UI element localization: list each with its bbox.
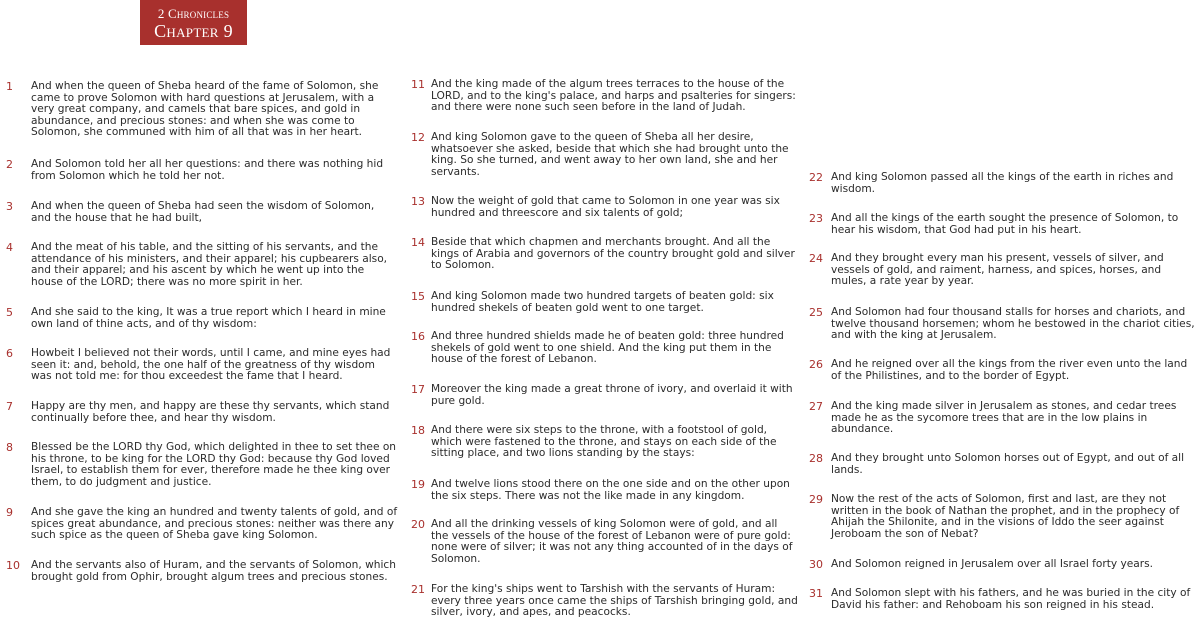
verse-text: And the meat of his table, and the sitting of his servants, and the attendance of his ministers, and their apparel; his cupbearers also, and their apparel; and his ascent by which he went up into the house of the LORD; there was no more spirit in her.: [31, 241, 388, 288]
verse-text: Now the rest of the acts of Solomon, first and last, are they not written in the book of Nathan the prophet, and in the prophecy of Ahijah the Shilonite, and in the visions of Iddo the seer against Jeroboam the son of Nebat?: [831, 493, 1180, 540]
verse-text: And the servants also of Huram, and the servants of Solomon, which brought gold from Ophir, brought algum trees and precious stones.: [31, 559, 396, 583]
verse-text: And there were six steps to the throne, with a footstool of gold, which were fastened to the throne, and stays on each side of the sitting place, and two lions standing by the stays:: [431, 424, 777, 459]
verse-number: 20: [411, 518, 425, 531]
book-title: 2 Chronicles: [157, 6, 230, 21]
verse-text: Beside that which chapmen and merchants brought. And all the kings of Arabia and governors of the country brought gold and silver to Solomon.: [431, 236, 795, 271]
verse-number: 27: [809, 400, 823, 413]
chapter-badge: [140, 0, 247, 45]
verse-text: And she said to the king, It was a true report which I heard in mine own land of thine acts, and of thy wisdom:: [31, 306, 386, 330]
verse-number: 31: [809, 587, 823, 600]
verse-number: 7: [6, 400, 13, 413]
verse-number: 8: [6, 441, 13, 454]
verse-number: 26: [809, 358, 823, 371]
verse-number: 22: [809, 171, 823, 184]
verse-number: 2: [6, 158, 13, 171]
verse-text: For the king's ships went to Tarshish with the servants of Huram: every three years once came the ships of Tarshish bringing gold, and silver, ivory, and apes, and peacocks.: [431, 583, 798, 618]
verse-number: 4: [6, 241, 13, 254]
verse-text: And the king made of the algum trees terraces to the house of the LORD, and to the king's palace, and harps and psalteries for singers: and there were none such seen before in the land of Judah.: [431, 78, 796, 113]
verse-number: 29: [809, 493, 823, 506]
verse-text: And king Solomon made two hundred targets of beaten gold: six hundred shekels of beaten gold went to one target.: [431, 290, 774, 314]
verse-number: 17: [411, 383, 425, 396]
verse-text: And he reigned over all the kings from the river even unto the land of the Philistines, and to the border of Egypt.: [831, 358, 1188, 382]
verse-number: 21: [411, 583, 425, 596]
verse-text: And Solomon told her all her questions: and there was nothing hid from Solomon which he told her not.: [31, 158, 384, 182]
verse-number: 28: [809, 452, 823, 465]
verse-number: 12: [411, 131, 425, 144]
verse-text: Now the weight of gold that came to Solomon in one year was six hundred and threescore and six talents of gold;: [431, 195, 780, 219]
verse-text: And Solomon had four thousand stalls for horses and chariots, and twelve thousand horsemen; whom he bestowed in the chariot cities, and with the king at Jerusalem.: [831, 306, 1195, 341]
verse-number: 19: [411, 478, 425, 491]
verse-number: 5: [6, 306, 13, 319]
verse-number: 23: [809, 212, 823, 225]
verse-text: Blessed be the LORD thy God, which delighted in thee to set thee on his throne, to be king for the LORD thy God: because thy God loved Israel, to establish them for ever, therefore made he thee king over them, to do judgment and justice.: [31, 441, 397, 488]
verse-number: 15: [411, 290, 425, 303]
verse-text: And when the queen of Sheba had seen the wisdom of Solomon, and the house that he had built,: [31, 200, 375, 224]
verse-number: 11: [411, 78, 425, 91]
verse-text: Howbeit I believed not their words, until I came, and mine eyes had seen it: and, behold, the one half of the greatness of thy wisdom was not told me: for thou exceedest the fame that I heard.: [31, 347, 391, 382]
verse-text: And she gave the king an hundred and twenty talents of gold, and of spices great abundance, and precious stones: neither was there any such spice as the queen of Sheba gave king Solomon.: [31, 506, 398, 541]
verse-text: And king Solomon passed all the kings of the earth in riches and wisdom.: [831, 171, 1174, 195]
verse-number: 10: [6, 559, 20, 572]
verse-number: 3: [6, 200, 13, 213]
verse-text: And king Solomon gave to the queen of Sheba all her desire, whatsoever she asked, beside that which she had brought unto the king. So she turned, and went away to her own land, she and her servants.: [431, 131, 789, 178]
verse-number: 25: [809, 306, 823, 319]
chapter-title: Chapter 9: [154, 21, 233, 41]
verse-number: 30: [809, 558, 823, 571]
verse-number: 16: [411, 330, 425, 343]
verse-text: Happy are thy men, and happy are these thy servants, which stand continually before thee, and hear thy wisdom.: [31, 400, 390, 424]
verse-number: 1: [6, 80, 13, 93]
verse-text: And twelve lions stood there on the one side and on the other upon the six steps. There was not the like made in any kingdom.: [431, 478, 790, 502]
verse-text: And they brought unto Solomon horses out of Egypt, and out of all lands.: [831, 452, 1185, 476]
verse-text: And Solomon slept with his fathers, and he was buried in the city of David his father: and Rehoboam his son reigned in his stead.: [831, 587, 1191, 611]
verse-number: 13: [411, 195, 425, 208]
verse-text: And all the drinking vessels of king Solomon were of gold, and all the vessels of the house of the forest of Lebanon were of pure gold: none were of silver; it was not any thing accounted of in the days of Solomon.: [431, 518, 793, 565]
verse-text: Moreover the king made a great throne of ivory, and overlaid it with pure gold.: [431, 383, 793, 407]
verse-text: And the king made silver in Jerusalem as stones, and cedar trees made he as the sycomore trees that are in the low plains in abundance.: [831, 400, 1177, 435]
verse-text: And they brought every man his present, vessels of silver, and vessels of gold, and raiment, harness, and spices, horses, and mules, a rate year by year.: [831, 252, 1164, 287]
verse-text: And three hundred shields made he of beaten gold: three hundred shekels of gold went to one shield. And the king put them in the house of the forest of Lebanon.: [431, 330, 784, 365]
verse-number: 18: [411, 424, 425, 437]
verse-number: 9: [6, 506, 13, 519]
verse-number: 14: [411, 236, 425, 249]
verse-number: 24: [809, 252, 823, 265]
verse-text: And when the queen of Sheba heard of the fame of Solomon, she came to prove Solomon with hard questions at Jerusalem, with a very great company, and camels that bare spices, and gold in abundance, and precious stones: and when she was come to Solomon, she communed with him of all that was in her heart.: [31, 80, 379, 138]
verse-text: And all the kings of the earth sought the presence of Solomon, to hear his wisdom, that God had put in his heart.: [831, 212, 1179, 236]
verse-text: And Solomon reigned in Jerusalem over all Israel forty years.: [831, 558, 1154, 570]
verse-number: 6: [6, 347, 13, 360]
